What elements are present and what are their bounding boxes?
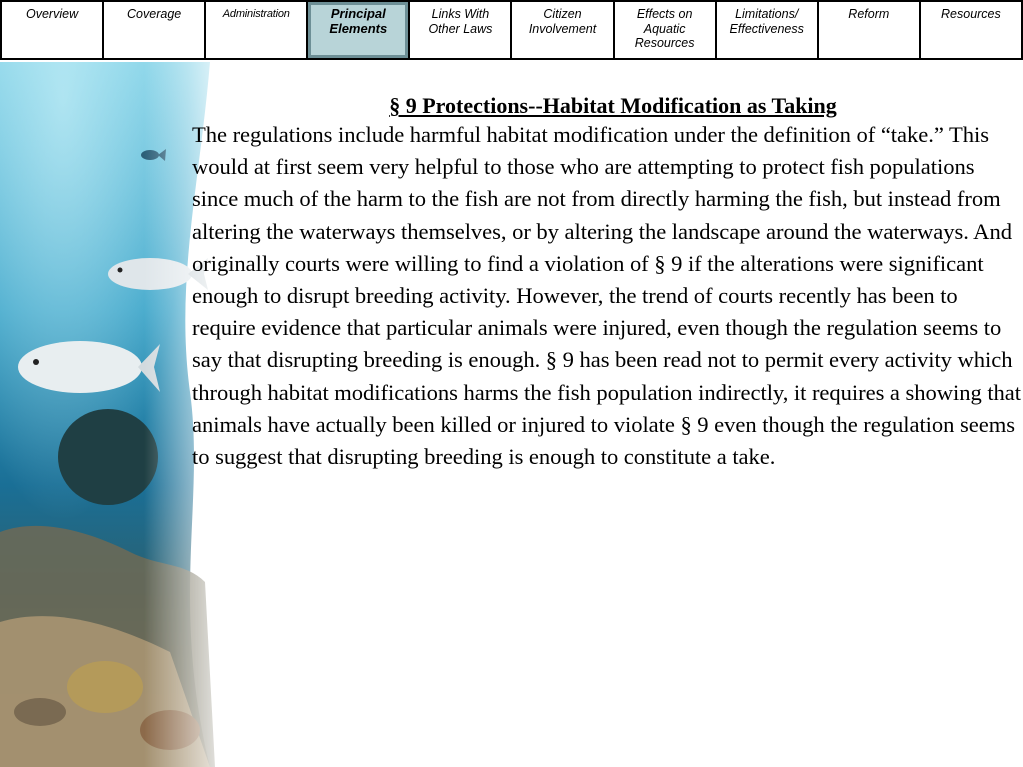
nav-tab-label: Citizen Involvement: [528, 7, 597, 36]
nav-tab-label: Reform: [848, 7, 890, 21]
nav-tab-label: Resources: [941, 7, 1001, 21]
nav-tab-label: Links With Other Laws: [428, 7, 493, 36]
nav-tab-label: Coverage: [127, 7, 182, 21]
nav-tab-links-with-other-laws[interactable]: [409, 0, 511, 60]
nav-tab-reform[interactable]: [818, 0, 920, 60]
nav-tab-label: Principal Elements: [329, 6, 388, 36]
nav-tab-effects-on-aquatic-resources[interactable]: [614, 0, 716, 60]
section-heading: § 9 Protections--Habitat Modification as Taking: [389, 93, 837, 118]
main-content: [192, 93, 1022, 473]
nav-tab-citizen-involvement[interactable]: [511, 0, 613, 60]
top-navigation: [0, 0, 1023, 62]
nav-tab-label: Overview: [26, 7, 79, 21]
nav-tab-label: Administration: [222, 8, 290, 20]
nav-tab-limitations-effectiveness[interactable]: [716, 0, 818, 60]
nav-tab-principal-elements[interactable]: [307, 0, 409, 60]
nav-tab-coverage[interactable]: [103, 0, 205, 60]
nav-tab-overview[interactable]: [0, 0, 103, 60]
nav-tab-label: Effects on Aquatic Resources: [634, 7, 695, 50]
nav-tab-label: Limitations/ Effectiveness: [729, 7, 804, 36]
nav-tab-resources[interactable]: [920, 0, 1023, 60]
nav-tab-administration[interactable]: [205, 0, 307, 60]
body-paragraph: The regulations include harmful habitat modification under the definition of “take.” This would at first seem very helpful to those who are attempting to protect fish populations since much of the harm to the fish are not from directly harming the fish, but instead from altering the waterways themselves, or by altering the landscape around the waterways. And originally courts were willing to find a violation of § 9 if the alterations were significant enough to disrupt breeding activity. However, the trend of courts recently has been to require evidence that particular animals were injured, even though the regulation seems to say that disrupting breeding is enough. § 9 has been read not to permit every activity which through habitat modifications harms the fish population indirectly, it requires a showing that animals have actually been killed or injured to violate § 9 even though the regulation seems to suggest that disrupting breeding is enough to constitute a take.: [192, 122, 1022, 470]
